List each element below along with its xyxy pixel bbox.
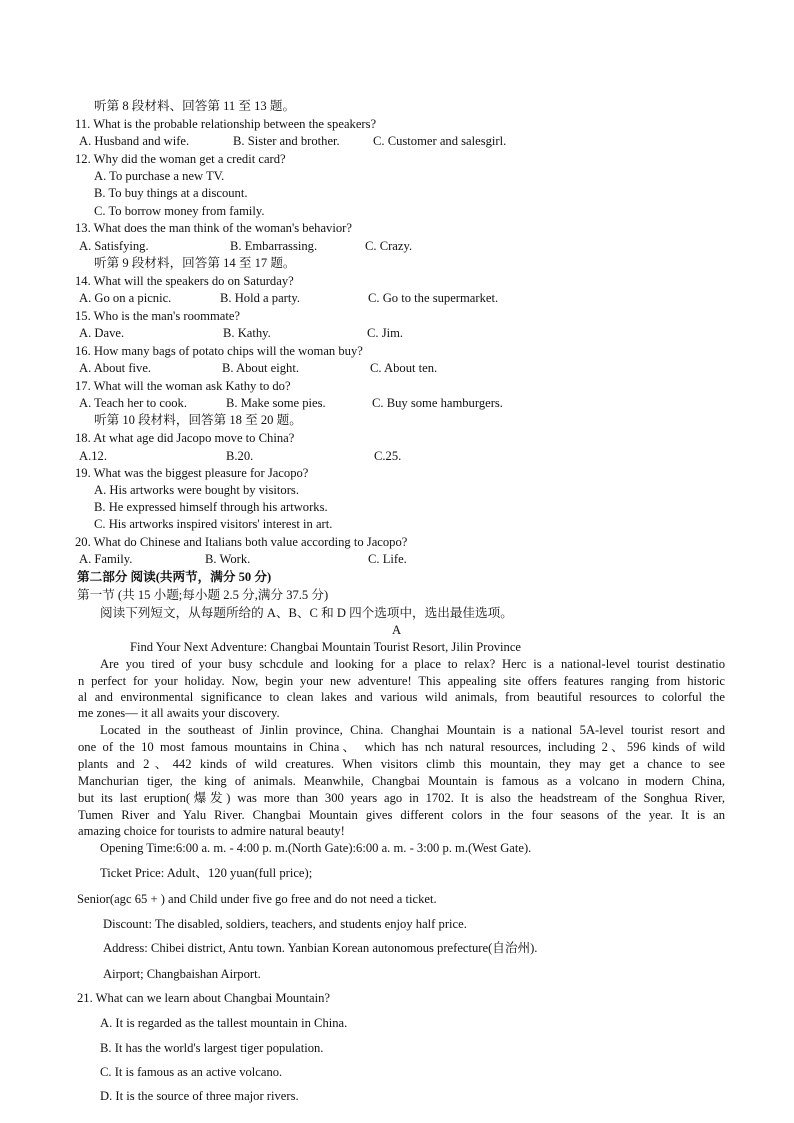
section-9-instruction: 听第 9 段材料，回答第 14 至 17 题。 xyxy=(94,256,296,270)
q19-option-b: B. He expressed himself through his artworks. xyxy=(94,500,328,514)
q21-option-c: C. It is famous as an active volcano. xyxy=(100,1065,283,1079)
reading-instruction: 阅读下列短文，从每题所给的 A、B、C 和 D 四个选项中，选出最佳选项。 xyxy=(100,606,513,620)
q18-option-b: B.20. xyxy=(226,449,254,463)
q21-option-b: B. It has the world's largest tiger population. xyxy=(100,1041,324,1055)
q13-option-c: C. Crazy. xyxy=(365,239,413,253)
paragraph-2-line-2: one of the 10 most famous mountains in China、 which has nch natural resources, including 2、596 kinds of wild xyxy=(78,740,725,754)
q15-option-b: B. Kathy. xyxy=(223,326,271,340)
q14-option-c: C. Go to the supermarket. xyxy=(368,291,499,305)
airport-info: Airport; Changbaishan Airport. xyxy=(103,967,261,981)
q13-option-b: B. Embarrassing. xyxy=(230,239,318,253)
reading-part-title: 第二部分 阅读(共两节，满分 50 分) xyxy=(77,570,272,584)
paragraph-2-line-1: Located in the southeast of Jinlin province, China. Changhai Mountain is a national 5A-level tourist resort and xyxy=(100,723,725,737)
question-11: 11. What is the probable relationship between the speakers? xyxy=(75,117,377,131)
section-10-instruction: 听第 10 段材料，回答第 18 至 20 题。 xyxy=(94,413,302,427)
question-13: 13. What does the man think of the woman's behavior? xyxy=(75,221,352,235)
q21-option-a: A. It is regarded as the tallest mountain in China. xyxy=(100,1016,348,1030)
q16-option-c: C. About ten. xyxy=(370,361,438,375)
reading-section-title: 第一节 (共 15 小题;每小题 2.5 分,满分 37.5 分) xyxy=(77,588,329,602)
q18-option-a: A.12. xyxy=(79,449,107,463)
section-8-instruction: 听第 8 段材料、回答第 11 至 13 题。 xyxy=(94,99,296,113)
q16-option-b: B. About eight. xyxy=(222,361,299,375)
ticket-price: Ticket Price: Adult、120 yuan(full price); xyxy=(100,866,313,880)
q20-option-b: B. Work. xyxy=(205,552,251,566)
q11-option-a: A. Husband and wife. xyxy=(79,134,190,148)
paragraph-2-line-5: but its last eruption(爆发) was more than 300 years ago in 1702. It is also the headstream of the Songhua River, xyxy=(78,791,725,805)
q15-option-c: C. Jim. xyxy=(367,326,404,340)
passage-title: Find Your Next Adventure: Changbai Mountain Tourist Resort, Jilin Province xyxy=(130,640,522,654)
question-21: 21. What can we learn about Changbai Mountain? xyxy=(77,991,330,1005)
passage-letter: A xyxy=(392,623,402,637)
address-info: Address: Chibei district, Antu town. Yanbian Korean autonomous prefecture(自治州). xyxy=(103,941,538,955)
q20-option-c: C. Life. xyxy=(368,552,407,566)
q14-option-a: A. Go on a picnic. xyxy=(79,291,172,305)
question-17: 17. What will the woman ask Kathy to do? xyxy=(75,379,291,393)
paragraph-2-line-6: Tumen River and Yalu River. Changbai Mountain gives different colors in the four seasons of the year. It is an xyxy=(78,808,725,822)
question-14: 14. What will the speakers do on Saturday? xyxy=(75,274,294,288)
q11-option-b: B. Sister and brother. xyxy=(233,134,340,148)
q17-option-b: B. Make some pies. xyxy=(226,396,326,410)
paragraph-1-line-4: me zones— it all awaits your discovery. xyxy=(78,706,280,720)
q11-option-c: C. Customer and salesgirl. xyxy=(373,134,507,148)
question-16: 16. How many bags of potato chips will the woman buy? xyxy=(75,344,363,358)
opening-time: Opening Time:6:00 a. m. - 4:00 p. m.(North Gate):6:00 a. m. - 3:00 p. m.(West Gate). xyxy=(100,841,532,855)
question-15: 15. Who is the man's roommate? xyxy=(75,309,241,323)
q13-option-a: A. Satisfying. xyxy=(79,239,149,253)
q14-option-b: B. Hold a party. xyxy=(220,291,300,305)
q20-option-a: A. Family. xyxy=(79,552,133,566)
q17-option-a: A. Teach her to cook. xyxy=(79,396,187,410)
q21-option-d: D. It is the source of three major rivers. xyxy=(100,1089,299,1103)
q17-option-c: C. Buy some hamburgers. xyxy=(372,396,503,410)
senior-policy: Senior(agc 65 + ) and Child under five go free and do not need a ticket. xyxy=(77,892,437,906)
paragraph-1-line-1: Are you tired of your busy schcdule and looking for a place to relax? Herc is a national-level tourist destinatio xyxy=(100,657,725,671)
q12-option-b: B. To buy things at a discount. xyxy=(94,186,248,200)
question-20: 20. What do Chinese and Italians both value according to Jacopo? xyxy=(75,535,408,549)
paragraph-1-line-2: n perfect for your holiday. Now, begin your new adventure! This appealing site offers features ranging from historic xyxy=(78,674,725,688)
q16-option-a: A. About five. xyxy=(79,361,152,375)
paragraph-2-line-7: amazing choice for tourists to admire natural beauty! xyxy=(78,824,345,838)
q19-option-c: C. His artworks inspired visitors' interest in art. xyxy=(94,517,333,531)
question-18: 18. At what age did Jacopo move to China? xyxy=(75,431,295,445)
discount-info: Discount: The disabled, soldiers, teachers, and students enjoy half price. xyxy=(103,917,467,931)
q18-option-c: C.25. xyxy=(374,449,402,463)
paragraph-2-line-3: plants and 2、442 kinds of wild creatures. When visitors climb this mountain, they may get a chance to see xyxy=(78,757,725,771)
q19-option-a: A. His artworks were bought by visitors. xyxy=(94,483,299,497)
q15-option-a: A. Dave. xyxy=(79,326,125,340)
question-19: 19. What was the biggest pleasure for Jacopo? xyxy=(75,466,309,480)
q12-option-a: A. To purchase a new TV. xyxy=(94,169,225,183)
question-12: 12. Why did the woman get a credit card? xyxy=(75,152,286,166)
q12-option-c: C. To borrow money from family. xyxy=(94,204,265,218)
paragraph-1-line-3: al and environmental significance to clean lakes and various wild animals, from beautiful resources to colorful the xyxy=(78,690,725,704)
paragraph-2-line-4: Manchurian tiger, the king of animals. Meanwhile, Changbai Mountain is famous as a volcano in modern China, xyxy=(78,774,725,788)
